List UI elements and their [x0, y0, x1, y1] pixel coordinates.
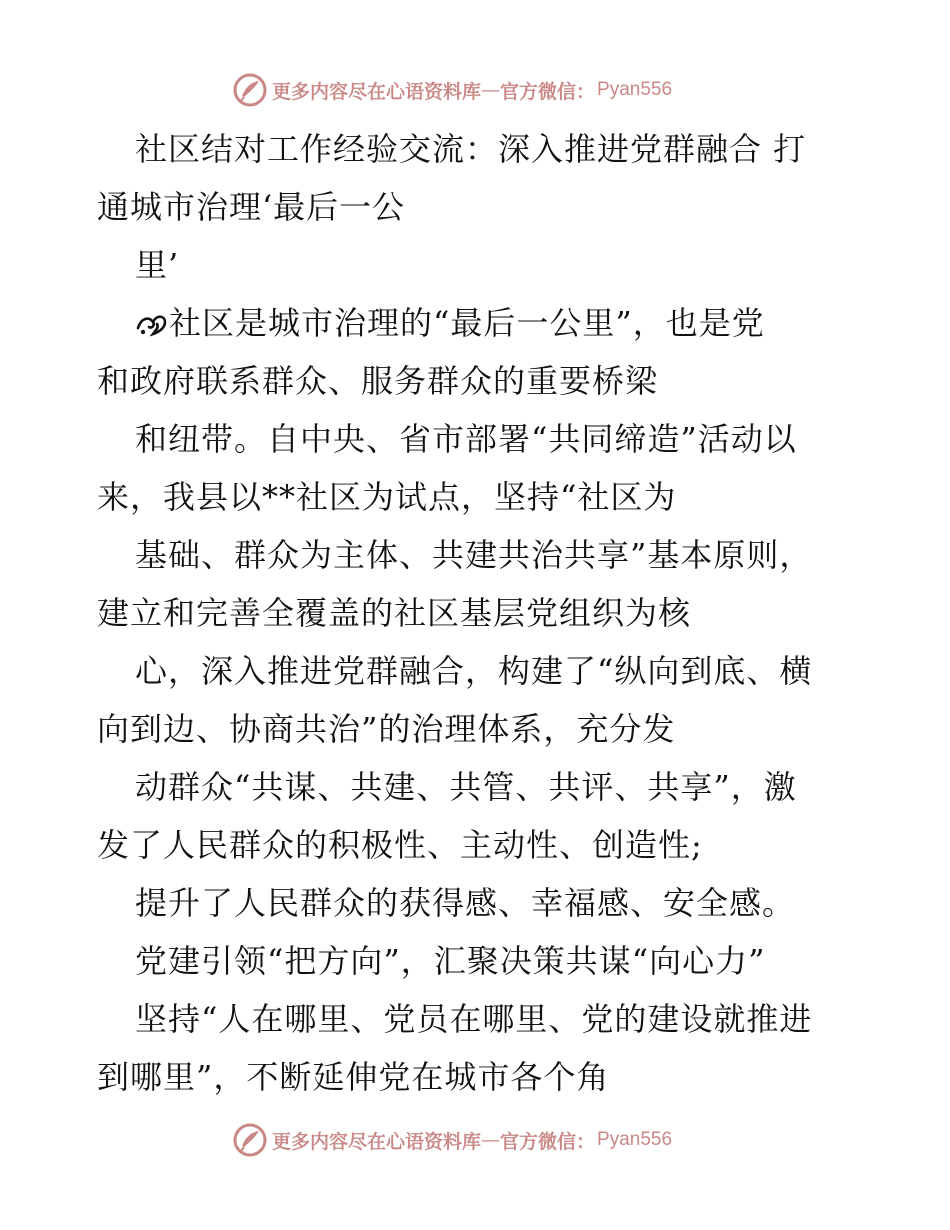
paragraph-text: 社区是城市治理的“最后一公里”，也是党 — [169, 304, 765, 342]
paragraph-line: 来，我县以**社区为试点，坚持“社区为 — [97, 478, 677, 516]
paragraph-line: 坚持“人在哪里、党员在哪里、党的建设就推进 — [135, 1000, 813, 1038]
paragraph-line: 发了人民群众的积极性、主动性、创造性; — [97, 826, 703, 864]
section-heading: 党建引领“把方向”，汇聚决策共谋“向心力” — [135, 942, 766, 980]
paragraph-line: 和政府联系群众、服务群众的重要桥梁 — [97, 362, 659, 400]
paragraph-line: 向到边、协商共治”的治理体系，充分发 — [97, 710, 676, 748]
watermark-separator: — — [481, 79, 501, 101]
watermark-wechat-id: Pyan556 — [597, 1129, 673, 1150]
header-watermark — [232, 70, 672, 110]
title-line: 里’ — [135, 246, 180, 284]
paragraph-line: 提升了人民群众的获得感、幸福感、安全感。 — [135, 884, 796, 922]
watermark-separator: — — [481, 1129, 501, 1151]
paragraph-line: 和纽带。自中央、省市部署“共同缔造”活动以 — [135, 420, 797, 458]
brand-logo-icon — [232, 1122, 268, 1158]
watermark-wechat-label: 官方微信： — [500, 80, 596, 103]
watermark-text: 更多内容尽在心语资料库 — [272, 80, 482, 103]
document-body — [97, 120, 857, 1106]
title-line: 社区结对工作经验交流：深入推进党群融合 打 — [135, 130, 807, 168]
paragraph-line: 动群众“共谋、共建、共管、共评、共享”，激 — [135, 768, 797, 806]
brand-logo-icon — [232, 72, 268, 108]
paragraph-line: 到哪里”，不断延伸党在城市各个角 — [97, 1058, 610, 1096]
title-line: 通城市治理‘最后一公 — [97, 188, 406, 226]
watermark-text: 更多内容尽在心语资料库 — [272, 1130, 482, 1153]
floral-bullet-icon — [135, 308, 169, 338]
watermark-wechat-id: Pyan556 — [597, 79, 673, 100]
paragraph-line — [97, 294, 857, 352]
watermark-wechat-label: 官方微信： — [500, 1130, 596, 1153]
paragraph-line: 心，深入推进党群融合，构建了“纵向到底、横 — [135, 652, 813, 690]
paragraph-line: 建立和完善全覆盖的社区基层党组织为核 — [97, 594, 692, 632]
paragraph-line: 基础、群众为主体、共建共治共享”基本原则， — [135, 536, 813, 574]
footer-watermark — [232, 1120, 672, 1160]
